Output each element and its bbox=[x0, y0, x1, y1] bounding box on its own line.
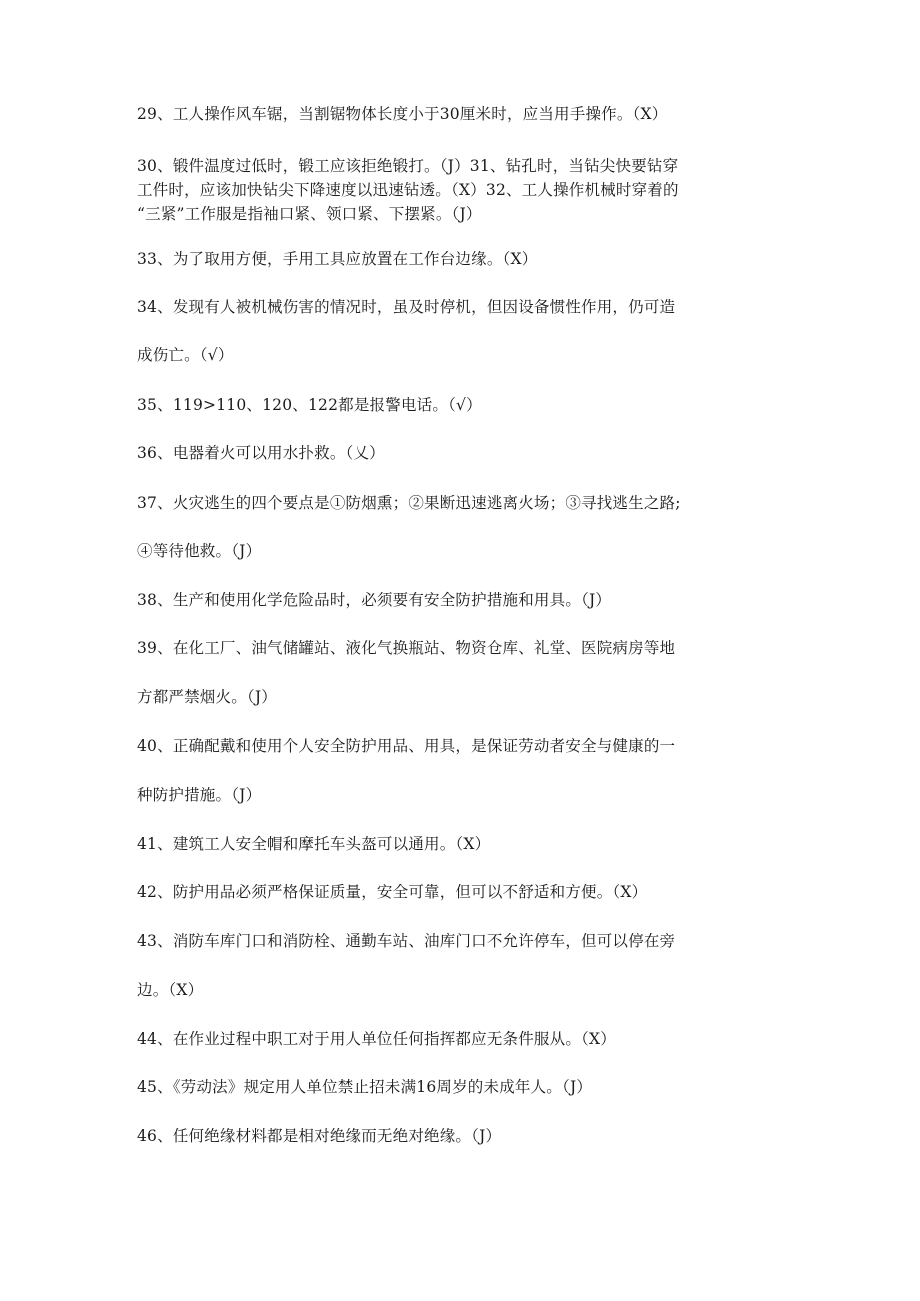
question-41: 41、建筑工人安全帽和摩托车头盔可以通用。（X） bbox=[137, 835, 491, 853]
question-43-line-1: 43、消防车库门口和消防栓、通勤车站、油库门口不允许停车，但可以停在旁 bbox=[137, 932, 676, 950]
question-30-line-3: “三紧”工作服是指袖口紧、领口紧、下摆紧。（J） bbox=[137, 205, 482, 223]
question-38: 38、生产和使用化学危险品时，必须要有安全防护措施和用具。（J） bbox=[137, 591, 612, 609]
question-45: 45、《劳动法》规定用人单位禁止招未满16周岁的未成年人。（J） bbox=[137, 1078, 593, 1096]
question-46: 46、任何绝缘材料都是相对绝缘而无绝对绝缘。（J） bbox=[137, 1127, 502, 1145]
question-40-line-1: 40、正确配戴和使用个人安全防护用品、用具，是保证劳动者安全与健康的一 bbox=[137, 737, 676, 755]
question-33: 33、为了取用方便，手用工具应放置在工作台边缘。（X） bbox=[137, 250, 538, 268]
question-30-line-1: 30、锻件温度过低时，锻工应该拒绝锻打。（J）31、钻孔时，当钻尖快要钻穿 bbox=[137, 157, 679, 175]
question-44: 44、在作业过程中职工对于用人单位任何指挥都应无条件服从。（X） bbox=[137, 1030, 616, 1048]
question-39-line-1: 39、在化工厂、油气储罐站、液化气换瓶站、物资仓库、礼堂、医院病房等地 bbox=[137, 639, 676, 657]
question-36: 36、电器着火可以用水扑救。（乂） bbox=[137, 444, 385, 462]
question-34-line-1: 34、发现有人被机械伤害的情况时，虽及时停机，但因设备惯性作用，仍可造 bbox=[137, 298, 676, 316]
question-42: 42、防护用品必须严格保证质量，安全可靠，但可以不舒适和方便。（X） bbox=[137, 883, 648, 901]
question-40-line-2: 种防护措施。（J） bbox=[137, 786, 262, 804]
question-29: 29、工人操作风车锯，当割锯物体长度小于30厘米时，应当用手操作。（X） bbox=[137, 105, 668, 123]
question-37-line-2: ④等待他救。（J） bbox=[137, 542, 262, 560]
question-43-line-2: 边。（X） bbox=[137, 981, 204, 999]
question-30-line-2: 工件时，应该加快钻尖下降速度以迅速钻透。（X）32、工人操作机械时穿着的 bbox=[137, 181, 679, 199]
question-35: 35、119>110、120、122都是报警电话。（√） bbox=[137, 396, 482, 414]
question-34-line-2: 成伤亡。（√） bbox=[137, 346, 234, 364]
question-39-line-2: 方都严禁烟火。（J） bbox=[137, 688, 277, 706]
question-37-line-1: 37、火灾逃生的四个要点是①防烟熏；②果断迅速逃离火场；③寻找逃生之路; bbox=[137, 494, 681, 512]
